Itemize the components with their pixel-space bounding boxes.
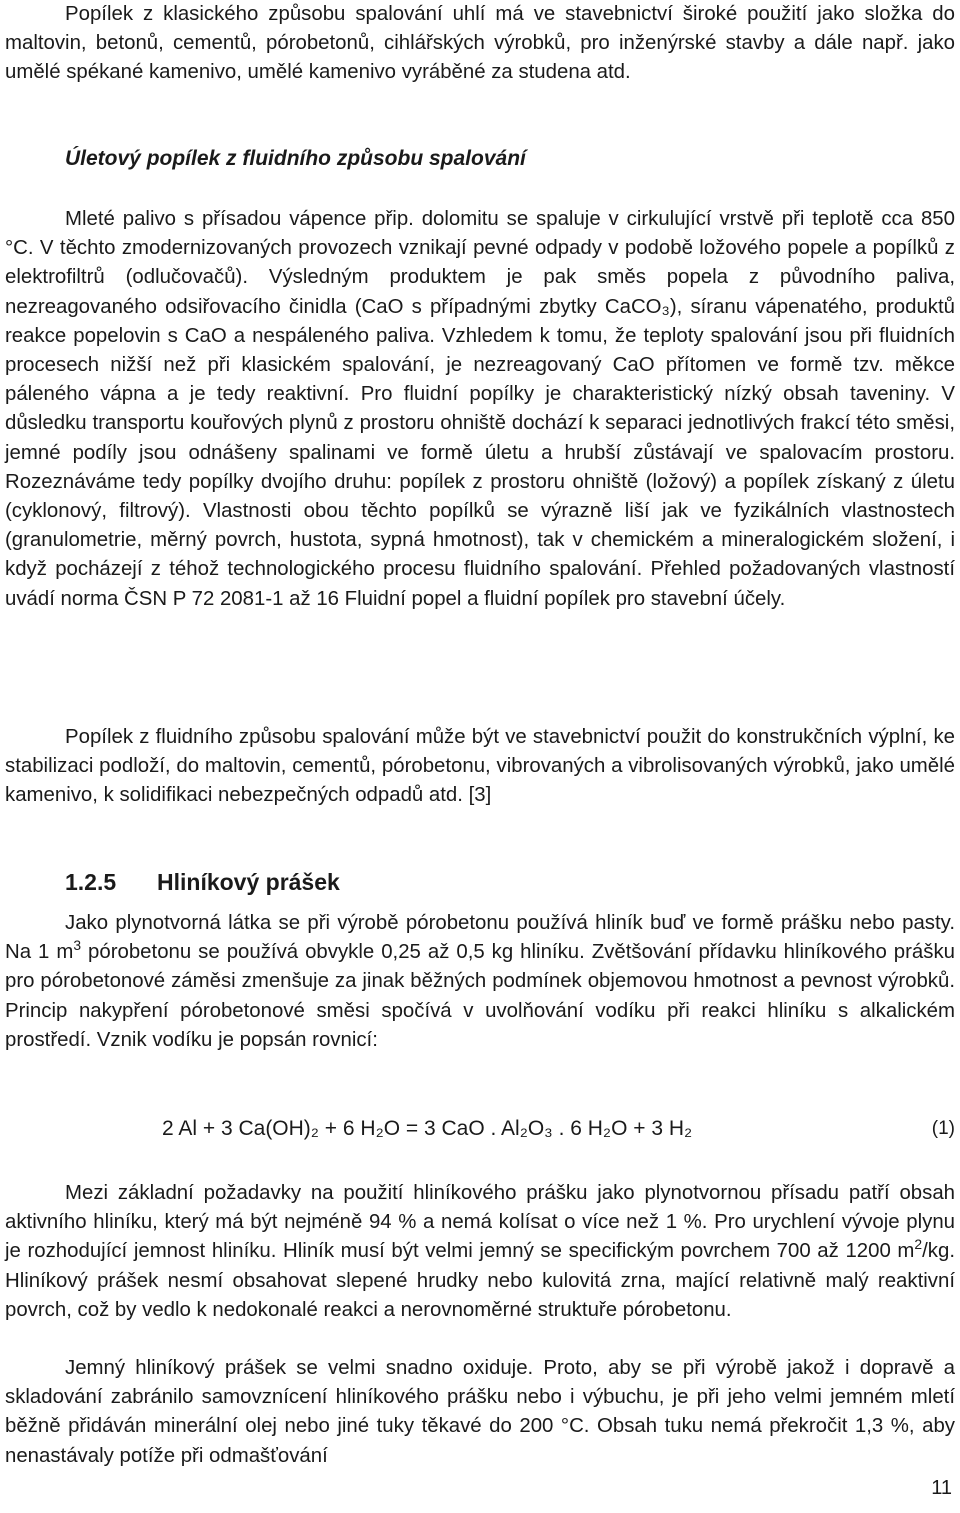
paragraph-requirements-text-1: Mezi základní požadavky na použití hliníkového prášku jako plynotvornou přísadu patří obsah aktivního hliníku, který má být nejméně 94 % a nemá kolísat o více než 1 %. Pro urychlení vývoje plynu je rozhodující jemnost hliníku. Hliník musí být velmi jemný se specifickým povrchem 700 až 1200 m [5,1182,955,1263]
superscript-cubic: 3 [73,937,82,954]
page-number: 11 [931,1477,952,1499]
document-page [5,0,955,1513]
section-title: Hliníkový prášek [157,869,340,895]
paragraph-fly-ash-classic: Popílek z klasického způsobu spalování uhlí má ve stavebnictví široké použití jako složka do maltovin, betonů, cementů, pórobetonů, cihlářských výrobků, pro inženýrské stavby a dále např. jako umělé spékané kamenivo, umělé kamenivo vyráběné za studena atd. [5,3,955,84]
chemical-equation: 2 Al + 3 Ca(OH)₂ + 6 H₂O = 3 CaO . Al₂O₃ . 6 H₂O + 3 H₂ [162,1117,693,1140]
section-heading [65,866,340,898]
section-number: 1.2.5 [65,869,117,895]
paragraph-oxidation: Jemný hliníkový prášek se velmi snadno oxiduje. Proto, aby se při výrobě jakož i dopravě a skladování zabránilo samovznícení hliníkového prášku nebo i výbuchu, je při jeho velmi jemném mletí běžně přidáván minerální olej nebo jiné tuky těkavé do 200 °C. Obsah tuku nemá překročit 1,3 %, aby nenastávaly potíže při odmašťování [5,1357,955,1467]
paragraph-aluminium-text-1: Jako plynotvorná látka se při výrobě pórobetonu používá hliník buď ve formě prášku nebo pasty. Na 1 m [5,912,955,964]
equation-number: (1) [931,1118,955,1139]
paragraph-fluid-combustion: Mleté palivo s přísadou vápence přip. dolomitu se spaluje v cirkulující vrstvě při teplotě cca 850 °C. V těchto zmodernizovaných provozech vznikají pevné odpady v podobě ložového popele a popílků z elektrofiltrů (odlučovačů). Výsledným produktem je pak směs popela z původního paliva, nezreagovaného odsiřovacího činidla (CaO s případnými zbytky CaCO₃), síranu vápenatého, produktů reakce popelovin s CaO a nespáleného paliva. Vzhledem k tomu, že teploty spalování jsou při fluidních procesech nižší než při klasickém spalování, je nezreagovaný CaO přítomen ve formě tzv. měkce páleného vápna a je tedy reaktivní. Pro fluidní popílky je charakteristický nízký obsah taveniny. V důsledku transportu kouřových plynů z prostoru ohniště dochází k separaci jednotlivých frakcí této směsi, jemné podíly jsou odnášeny spalinami ve formě úletu a hrubší zůstávají ve spalovacím prostoru. Rozeznáváme tedy popílky dvojího druhu: popílek z prostoru ohniště (ložový) a popílek získaný z úletu (cyklonový, filtrový). Vlastnosti obou těchto popílků se výrazně liší jak ve fyzikálních vlastnostech (granulometrie, měrný povrch, hustota, sypná hmotnost), tak v chemickém a mineralogickém složení, i když pocházejí z téhož technologického procesu fluidního spalování. Přehled požadovaných vlastností uvádí norma ČSN P 72 2081-1 až 16 Fluidní popel a fluidní popílek pro stavební účely. [5,208,955,610]
subheading-fluid-fly-ash: Úletový popílek z fluidního způsobu spalování [65,147,526,170]
paragraph-fluid-ash-uses: Popílek z fluidního způsobu spalování může být ve stavebnictví použit do konstrukčních výplní, ke stabilizaci podloží, do maltovin, cementů, pórobetonu, vibrovaných a vibrolisovaných výrobků, jako umělé kamenivo, k solidifikaci nebezpečných odpadů atd. [3] [5,726,955,807]
paragraph-aluminium-text-2: pórobetonu se používá obvykle 0,25 až 0,5 kg hliníku. Zvětšování přídavku hliníkového prášku pro pórobetonové záměsi zmenšuje za jinak běžných podmínek objemovou hmotnost a pevnost výrobků. Princip nakypření pórobetonové směsi spočívá v uvolňování vodíku při reakci hliníku s alkalickém prostředí. Vznik vodíku je popsán rovnicí: [5,941,955,1051]
superscript-square: 2 [914,1236,923,1253]
paragraph-powder-requirements [5,1179,955,1325]
equation-row [5,1113,955,1145]
paragraph-aluminium-powder [5,909,955,1055]
paragraph-requirements-text-2: /kg. Hliníkový prášek nesmí obsahovat slepené hrudky nebo kulovitá zrna, mající relativně malý reaktivní povrch, což by vedlo k nedokonalé reakci a nerovnoměrné struktuře pórobetonu. [5,1240,955,1321]
